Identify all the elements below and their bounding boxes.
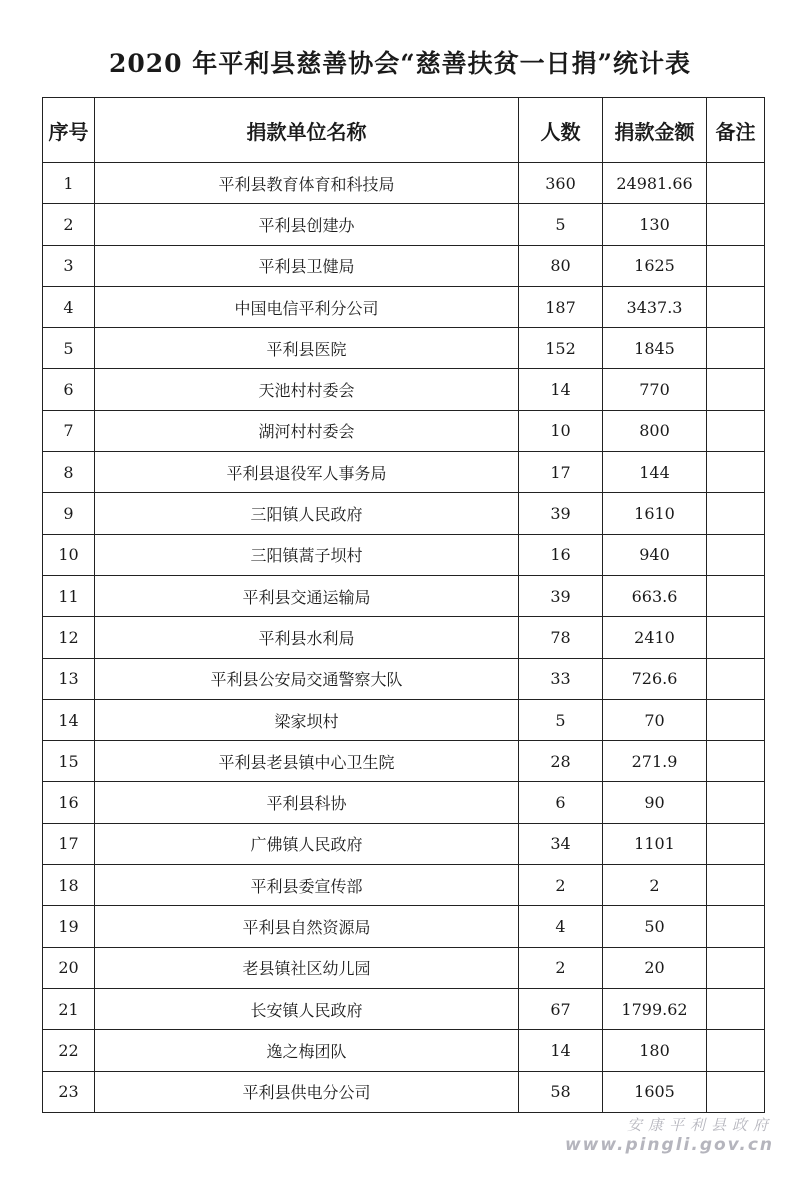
- cell-no: 5: [43, 328, 95, 369]
- cell-amount: 1101: [603, 823, 707, 864]
- table-row: [43, 947, 765, 988]
- header-note: 备注: [707, 98, 765, 163]
- watermark: [565, 1114, 774, 1155]
- cell-note: [707, 782, 765, 823]
- cell-count: 187: [519, 286, 603, 327]
- cell-note: [707, 286, 765, 327]
- cell-count: 17: [519, 452, 603, 493]
- cell-name: 梁家坝村: [95, 699, 519, 740]
- cell-no: 18: [43, 865, 95, 906]
- cell-no: 14: [43, 699, 95, 740]
- cell-amount: 1799.62: [603, 988, 707, 1029]
- cell-count: 2: [519, 865, 603, 906]
- cell-name: 平利县供电分公司: [95, 1071, 519, 1112]
- cell-note: [707, 617, 765, 658]
- header-amount: 捐款金额: [603, 98, 707, 163]
- cell-name: 平利县医院: [95, 328, 519, 369]
- cell-no: 1: [43, 163, 95, 204]
- cell-no: 9: [43, 493, 95, 534]
- table-row: [43, 575, 765, 616]
- cell-count: 6: [519, 782, 603, 823]
- cell-name: 三阳镇蒿子坝村: [95, 534, 519, 575]
- cell-amount: 130: [603, 204, 707, 245]
- cell-no: 17: [43, 823, 95, 864]
- cell-note: [707, 699, 765, 740]
- cell-name: 平利县交通运输局: [95, 575, 519, 616]
- cell-name: 广佛镇人民政府: [95, 823, 519, 864]
- cell-note: [707, 410, 765, 451]
- cell-no: 12: [43, 617, 95, 658]
- cell-count: 152: [519, 328, 603, 369]
- cell-name: 湖河村村委会: [95, 410, 519, 451]
- table-row: [43, 452, 765, 493]
- cell-note: [707, 823, 765, 864]
- cell-count: 4: [519, 906, 603, 947]
- cell-note: [707, 575, 765, 616]
- watermark-url: www.pingli.gov.cn: [564, 1135, 774, 1155]
- cell-amount: 1625: [603, 245, 707, 286]
- table-row: [43, 534, 765, 575]
- cell-amount: 800: [603, 410, 707, 451]
- cell-no: 21: [43, 988, 95, 1029]
- cell-note: [707, 369, 765, 410]
- header-no: 序号: [43, 98, 95, 163]
- cell-no: 3: [43, 245, 95, 286]
- cell-count: 5: [519, 204, 603, 245]
- cell-name: 天池村村委会: [95, 369, 519, 410]
- cell-name: 中国电信平利分公司: [95, 286, 519, 327]
- table-row: [43, 699, 765, 740]
- cell-note: [707, 906, 765, 947]
- cell-name: 平利县水利局: [95, 617, 519, 658]
- table-row: [43, 163, 765, 204]
- cell-count: 39: [519, 575, 603, 616]
- cell-count: 360: [519, 163, 603, 204]
- cell-no: 7: [43, 410, 95, 451]
- cell-amount: 180: [603, 1030, 707, 1071]
- cell-name: 长安镇人民政府: [95, 988, 519, 1029]
- table-body: [43, 163, 765, 1113]
- cell-note: [707, 1030, 765, 1071]
- cell-amount: 940: [603, 534, 707, 575]
- cell-amount: 726.6: [603, 658, 707, 699]
- header-name: 捐款单位名称: [95, 98, 519, 163]
- table-row: [43, 328, 765, 369]
- cell-note: [707, 947, 765, 988]
- cell-count: 16: [519, 534, 603, 575]
- cell-no: 22: [43, 1030, 95, 1071]
- cell-amount: 2: [603, 865, 707, 906]
- cell-count: 5: [519, 699, 603, 740]
- cell-no: 23: [43, 1071, 95, 1112]
- cell-amount: 663.6: [603, 575, 707, 616]
- cell-amount: 144: [603, 452, 707, 493]
- cell-amount: 1845: [603, 328, 707, 369]
- cell-note: [707, 245, 765, 286]
- cell-no: 19: [43, 906, 95, 947]
- cell-count: 14: [519, 1030, 603, 1071]
- cell-note: [707, 865, 765, 906]
- table-row: [43, 286, 765, 327]
- table-row: [43, 741, 765, 782]
- cell-amount: 770: [603, 369, 707, 410]
- table-row: [43, 493, 765, 534]
- cell-count: 33: [519, 658, 603, 699]
- cell-amount: 1610: [603, 493, 707, 534]
- table-row: [43, 782, 765, 823]
- cell-note: [707, 163, 765, 204]
- cell-count: 2: [519, 947, 603, 988]
- cell-note: [707, 493, 765, 534]
- cell-note: [707, 204, 765, 245]
- cell-count: 10: [519, 410, 603, 451]
- cell-note: [707, 988, 765, 1029]
- cell-amount: 24981.66: [603, 163, 707, 204]
- cell-no: 6: [43, 369, 95, 410]
- cell-name: 平利县退役军人事务局: [95, 452, 519, 493]
- cell-count: 67: [519, 988, 603, 1029]
- cell-name: 平利县委宣传部: [95, 865, 519, 906]
- cell-no: 13: [43, 658, 95, 699]
- cell-name: 三阳镇人民政府: [95, 493, 519, 534]
- cell-no: 20: [43, 947, 95, 988]
- table-row: [43, 245, 765, 286]
- cell-name: 平利县自然资源局: [95, 906, 519, 947]
- table-header: [43, 98, 765, 163]
- table-row: [43, 865, 765, 906]
- cell-name: 平利县科协: [95, 782, 519, 823]
- table-row: [43, 369, 765, 410]
- cell-name: 平利县创建办: [95, 204, 519, 245]
- cell-count: 34: [519, 823, 603, 864]
- cell-name: 平利县卫健局: [95, 245, 519, 286]
- cell-no: 2: [43, 204, 95, 245]
- cell-amount: 1605: [603, 1071, 707, 1112]
- cell-amount: 70: [603, 699, 707, 740]
- table-row: [43, 988, 765, 1029]
- cell-count: 80: [519, 245, 603, 286]
- header-row: [43, 98, 765, 163]
- watermark-text: 安康平利县政府: [626, 1116, 774, 1134]
- table-row: [43, 1030, 765, 1071]
- table-row: [43, 906, 765, 947]
- table-row: [43, 823, 765, 864]
- cell-amount: 90: [603, 782, 707, 823]
- cell-no: 15: [43, 741, 95, 782]
- cell-note: [707, 452, 765, 493]
- cell-no: 11: [43, 575, 95, 616]
- cell-amount: 20: [603, 947, 707, 988]
- table-row: [43, 410, 765, 451]
- cell-name: 平利县老县镇中心卫生院: [95, 741, 519, 782]
- document-title: 2020 年平利县慈善协会“慈善扶贫一日捐”统计表: [108, 49, 692, 78]
- table-row: [43, 204, 765, 245]
- cell-amount: 3437.3: [603, 286, 707, 327]
- cell-no: 16: [43, 782, 95, 823]
- cell-count: 14: [519, 369, 603, 410]
- cell-count: 58: [519, 1071, 603, 1112]
- cell-name: 逸之梅团队: [95, 1030, 519, 1071]
- table-row: [43, 1071, 765, 1112]
- cell-name: 平利县公安局交通警察大队: [95, 658, 519, 699]
- cell-count: 39: [519, 493, 603, 534]
- cell-no: 4: [43, 286, 95, 327]
- cell-amount: 50: [603, 906, 707, 947]
- table-row: [43, 617, 765, 658]
- table-row: [43, 658, 765, 699]
- cell-note: [707, 534, 765, 575]
- cell-amount: 2410: [603, 617, 707, 658]
- cell-count: 28: [519, 741, 603, 782]
- cell-note: [707, 658, 765, 699]
- cell-name: 老县镇社区幼儿园: [95, 947, 519, 988]
- cell-count: 78: [519, 617, 603, 658]
- cell-no: 8: [43, 452, 95, 493]
- cell-amount: 271.9: [603, 741, 707, 782]
- header-count: 人数: [519, 98, 603, 163]
- cell-note: [707, 1071, 765, 1112]
- donation-table: [42, 97, 765, 1113]
- cell-name: 平利县教育体育和科技局: [95, 163, 519, 204]
- cell-note: [707, 741, 765, 782]
- cell-note: [707, 328, 765, 369]
- cell-no: 10: [43, 534, 95, 575]
